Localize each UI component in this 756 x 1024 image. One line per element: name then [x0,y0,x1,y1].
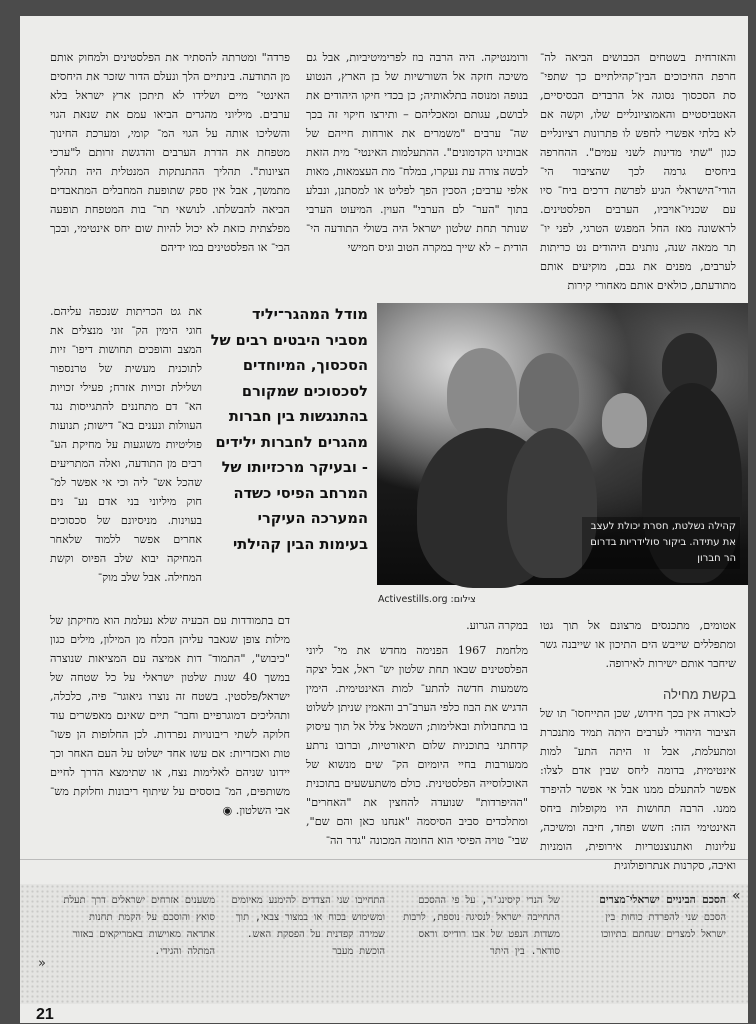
magazine-page [20,16,748,1023]
paragraph [50,611,290,820]
double-chevron-end-icon: » [38,956,46,971]
paragraph: והאזרחית בשטחים הכבושים הביאה לה־ חרפת החיכוכים הבין־קהילתיים כך שתפי־ סת הסכסוך נסוגה אל הרבדים הבסיסיים, האטביסטיים והאמוציונליים שלו, וקשה אם לא בלתי אפשרי לחפש לו פתרונות רציונליים כגון "שתי מדינות לשני עמים". ההחרפה ביחסים גרמה לכך שהציבור הי־ הודי־הישראלי הגיע לפרשת דרכים ביח־ סיו עם שכניו־אויביו, הערבים הפלסטינים. לראשונה מאז החל המפגש הטרגי, לפני יו־ תר ממאה שנה, נותנים היהודים נט כריתות לערבים, מפנים את גבם, מוקיעים אותם מתודעתם, כולאים אותם מאחורי קירות [540,51,736,292]
sidebar-text: משענים אזרחים ישראלים דרך תעלת סואץ והוסכם על הקמת תחנות אתראה מאוישות באמריקאים באזור המתלה והגידי. [63,895,215,957]
column-right-top [540,48,736,303]
person-figure [447,348,517,438]
column-left-top [50,48,290,298]
sidebar-column-2 [400,892,560,960]
person-figure [519,353,579,433]
end-mark-icon: ◉ [222,804,233,817]
paragraph: לכאורה אין בכך חידוש, שכן התייחסו־ תו של הציבור היהודי לערבים היתה תמיד מתנכרת ומתעלמת, אבל זו היתה התע־ למות אינטימית, בדומה ליחס שבין אדם לצלו: אפשר להתעלם ממנו אבל אי אפשר להיפרד ממנו. הרבה תחושות היו מקופלות ביחס האינטימי הזה: חשש ופחד, חיבה ומשיכה, עליונות ואתנוצנטריות אירופית, הומניות ואיבה, סקרנות אנתרופולוגית [540,707,736,872]
sidebar-text: של הנרי קיסינג'ר, על פי ההסכם התחייבה ישראל לנסיגה נוספת, לרבות משדות הנפט של אבו רודייס וראס סודאר. בין היתר [403,895,560,957]
column-middle-bottom [306,616,528,856]
column-middle-top [306,48,528,303]
sidebar-text: הסכם שני להפרדת כוחות בין ישראל למצרים שנחתם בתיווכו [600,912,726,940]
sidebar-column-4 [60,892,215,960]
photo-credit: צילום: Activestills.org [378,594,476,605]
paragraph: ורומנטיקה. היה הרבה בוז לפרימיטיביות, אבל גם משיכה חזקה אל השורשיות של בן הארץ, הנטוע בנופה ומנוסה בתלאותיה; כן בכדי חיקו היהודים את לבושם, עגותם ומאכליהם – ותירצו חיקוי זה בכך שה־ ערבים "משמרים את אורחות חייהם של אבותינו הקדמונים". ההתעלמות האינטי־ מית הזאת לבשה צורה עת נעקרו, במלח־ מת העצמאות, מאות אלפי ערבים; הסכין הפך לפליט או למסתנן, ונבלע בתוך "הער־ לם הערבי" העוין. המיעוט הערבי שנותר תחת שלטון ישראל היה בשולי התודעה הי־ הודית – לא שייך במקרה הטוב וגיס חמישי [306,51,528,254]
paragraph: במקרה הגרוע. [466,619,528,632]
paragraph: פרדה" ומטרתה להסתיר את הפלסטינים ולמחוק אותם מן התודעה. בינתיים הלך ונעלם הדור שזכר את היחסים האינטי־ מיים ושלידו לא תיתכן ארץ ישראל בלא ערבים. מיליוני מהגרים הביאו עמם את שנאת הגוי והשליכו אותה על הגוי המ־ קומי, ומערכת החינוך מטפחת את הדרת הערבים והדגשת זרותם ל"ערכי הציונות". תהליך ההתנתקות המנטלית היה תהליך מתמשך, אבל אין ספק שתופעת המחבלים המתאבדים הביאה להבשלתו. לנושאי תר־ בות המטפחת תופעה מפלצתית כזאת לא יכול להיות שום יחס אינטימי, ובכך הבי־ או הפלסטינים במו ידיהם [50,51,290,254]
double-chevron-icon: « [732,888,741,904]
person-figure [602,393,647,448]
pull-quote: מודל המהגר־יליד מסביר היבטים רבים של הסכסוך, המיוחדים לסכסוכים שמקורם בהתנגשות בין חברות מהגרים לחברות ילידים - ובעיקר מרכזיותו של המרחב הפיסי כשדה המערכה העיקרי בעימות הבין קהילתי [210,306,368,553]
subheading: בקשת מחילה [663,687,736,702]
sidebar-column-3 [225,892,385,960]
column-right-bottom [540,616,736,872]
news-photo [377,303,748,585]
photo-caption: קהילה נשלטת, חסרת יכולת לעצב את עתידה. ביקור סולידריות בדרום הר חברון [582,517,740,569]
sidebar-text: התחייבו שני הצדדים להימנע מאיומים ומשימוש בכוח או במצור צבאי, תוך שמירה קפדנית על הפסקת האש. הוכשת מעבר [231,895,385,957]
column-left-middle [50,302,202,607]
sidebar-column-1 [576,892,726,943]
paragraph: את גט הכריתות שנכפה עליהם. חוגי הימין הק־ זוני מנצלים את המצב והופכים תחושות דיפו־ זיות לתוכנית מעשית של טרנספור ושלילת זכויות אזרח; פעילי זכויות הא־ דם מתחננים להתגייסות נגד העוולות ונענים בא־ דישות; תנועות פוליטיות משוגעות על מחיקת הע־ רבים מן התודעה, ואלה המתריעים שהכל אש־ ליה וכי אי אפשר למ־ חוק מיליוני בני אדם נע־ נים בעוינות. מניסיונם של סכסוכים אחרים אפשר ללמוד שלאחר המחיקה יבוא שלב הפיוס וקשת המחילה. אבל שלב מוק־ [50,305,202,584]
divider [20,859,748,860]
page-number: 21 [36,1006,54,1023]
column-left-bottom [50,611,290,856]
paragraph-text: דם בתמודדות עם הבעיה שלא נעלמת הוא מחיקתן של מילות צופן שגאבר עליהן הכלח מן המילון, מילים כגון "כיבוש", "התמוד־ דות אמיצה עם המציאות שנוצרה במשך 40 שנות שלטון ישראלי על כל שטחה של ישראל/פלסטין. בשטח זה נוצרו גיאוגר־ פיה, כלכלה, ותהליכים דמוגרפיים וחבר־ תיים שאינם מאפשרים עוד חלוקה לשתי ריבונויות נפרדות. לכן החלופות הן פשו־ טות ואכזריות: אם עשו אחד ישלוט על העם האחר וכך יידונו שניהם לאלימות נצח, או שתימצא הדרך לחיים משותפים, המ־ בוססים על שיתוף ריבונות וחלוקת מש־ אבי השלטון. [50,614,290,817]
paragraph: מלחמת 1967 הפנימה מחדש את מי־ ליוני הפלסטינים שבאו תחת שלטון יש־ ראל, אבל יצקה משמעות חדשה להתע־ למות האינטימית. הימין הדגיש את הבוז כלפי הערב־רב והאמין שניתן לשלוט בו בתחבולות ובאלימות; השמאל צלל אל תוך עיסוק קדחתני בתוכניות שלום תיאורטיות, וברובו נרתע ממעורבות בחיי היומיום הק־ שים מנשוא של האוכלוסייה הפלסטינית. כולם משתעשעים בתוכנית "ההיפרדות" שנועדה להחצין את "האחרים" ומתלכדים סביב הסיסמה "אנחנו כאן והם שם", שבי־ טויה הפיסי הוא החומה המכונה "גדר הה־ [306,644,528,847]
sidebar-title: הסכם הביניים ישראלי־מצרים [599,894,726,906]
paragraph: אטומים, מתכנסים מרצונם אל תוך גטו ומתפללים שייבש הים התיכון או שייבנה גשר שיחבר אותם ישירות לאירופה. [540,619,736,670]
